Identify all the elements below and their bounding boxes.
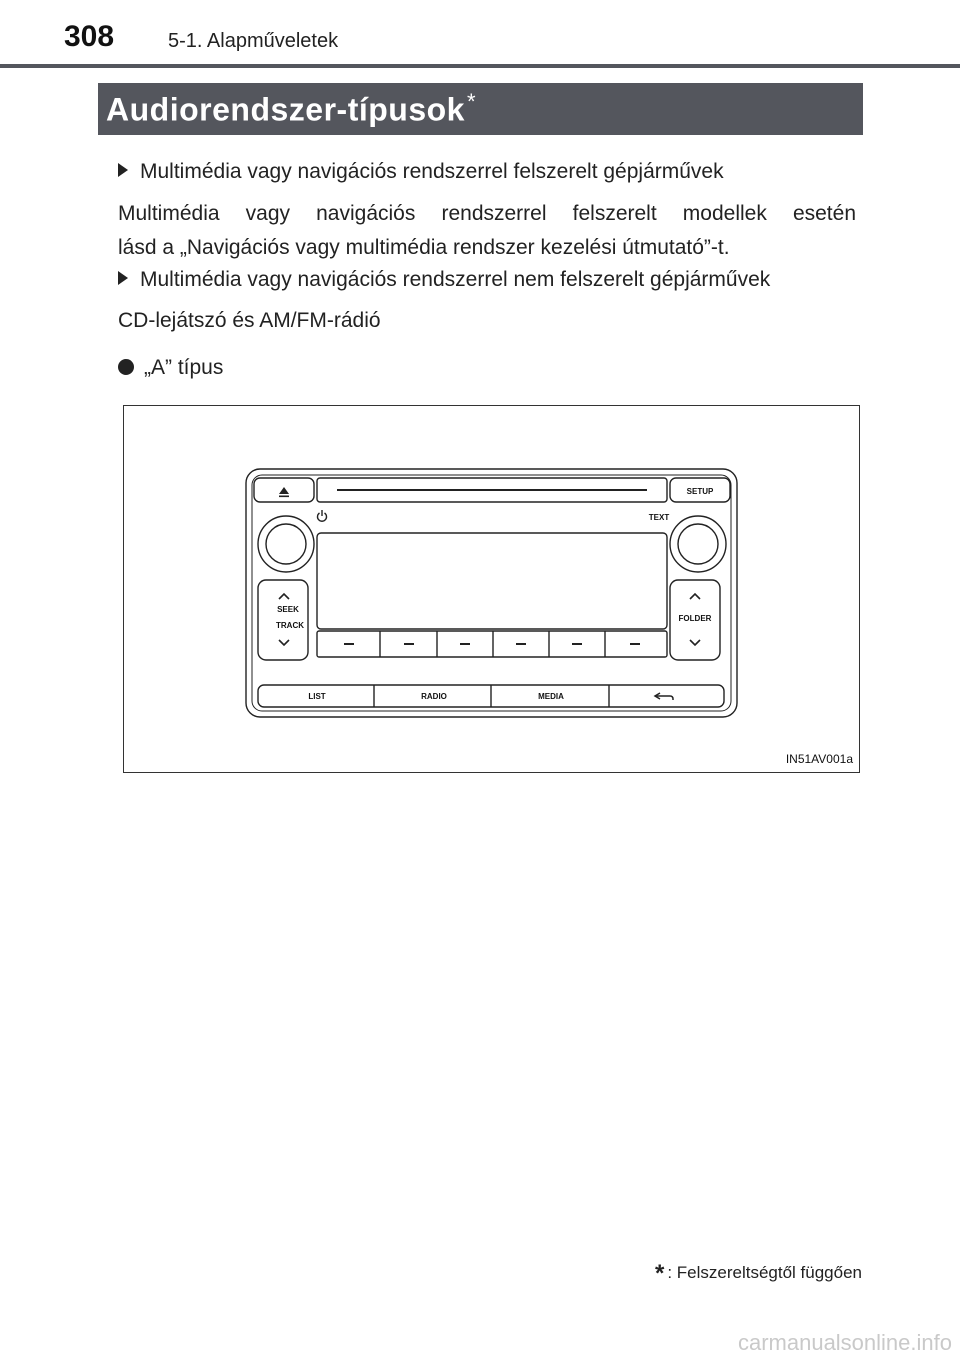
triangle-bullet-icon [118, 163, 128, 177]
list-label: LIST [308, 692, 326, 701]
eject-icon [279, 487, 289, 497]
round-bullet-icon [118, 359, 134, 375]
paragraph-line: lásd a „Navigációs vagy multimédia rendszer kezelési útmutató”-t. [118, 236, 730, 259]
audio-unit-figure [123, 405, 860, 773]
bullet-type-a [118, 356, 223, 380]
subheading-not-equipped [118, 268, 770, 292]
footnote [655, 1260, 862, 1288]
watermark: carmanualsonline.info [737, 1330, 952, 1355]
back-arrow-icon [655, 693, 673, 700]
power-volume-knob [266, 524, 306, 564]
unit-housing [246, 469, 737, 717]
chevron-up-icon [690, 594, 700, 599]
subheading-equipped-text: Multimédia vagy navigációs rendszerrel felszerelt gépjárművek [140, 160, 724, 183]
chevron-down-icon [279, 640, 289, 645]
footnote-asterisk: * [654, 1260, 665, 1287]
paragraph-equipped [118, 197, 856, 265]
track-label: TRACK [276, 621, 304, 630]
section-title-text: Audiorendszer-típusok [106, 91, 465, 128]
chevron-down-icon [690, 640, 700, 645]
media-label: MEDIA [538, 692, 564, 701]
seek-label: SEEK [277, 605, 299, 614]
page-header [0, 0, 960, 70]
setup-label: SETUP [686, 487, 714, 496]
triangle-bullet-icon [118, 271, 128, 285]
chapter-title: 5-1. Alapműveletek [168, 30, 339, 52]
page-number: 308 [64, 20, 115, 53]
unit-housing-inner [252, 475, 731, 711]
section-title-asterisk: * [466, 89, 477, 114]
seek-track-button [258, 580, 308, 660]
footnote-text: : Felszereltségtől függően [667, 1263, 862, 1282]
paragraph-line: Multimédia vagy navigációs rendszerrel felszerelt modellek esetén [118, 202, 856, 225]
radio-label: RADIO [421, 692, 447, 701]
power-icon [318, 510, 327, 521]
subheading-equipped [118, 160, 724, 184]
bullet-type-a-text: „A” típus [144, 356, 224, 379]
text-label: TEXT [648, 513, 670, 522]
section-title-bar [98, 83, 863, 135]
paragraph-cd-radio: CD-lejátszó és AM/FM-rádió [118, 309, 381, 332]
header-divider [0, 64, 960, 68]
folder-label: FOLDER [678, 614, 712, 623]
preset-row [317, 631, 667, 657]
chevron-up-icon [279, 594, 289, 599]
section-title [106, 89, 476, 129]
figure-code: IN51AV001a [785, 752, 853, 766]
display-screen [317, 533, 667, 629]
audio-unit-illustration [124, 406, 859, 772]
tune-knob [678, 524, 718, 564]
subheading-not-equipped-text: Multimédia vagy navigációs rendszerrel nem felszerelt gépjárművek [140, 268, 771, 291]
